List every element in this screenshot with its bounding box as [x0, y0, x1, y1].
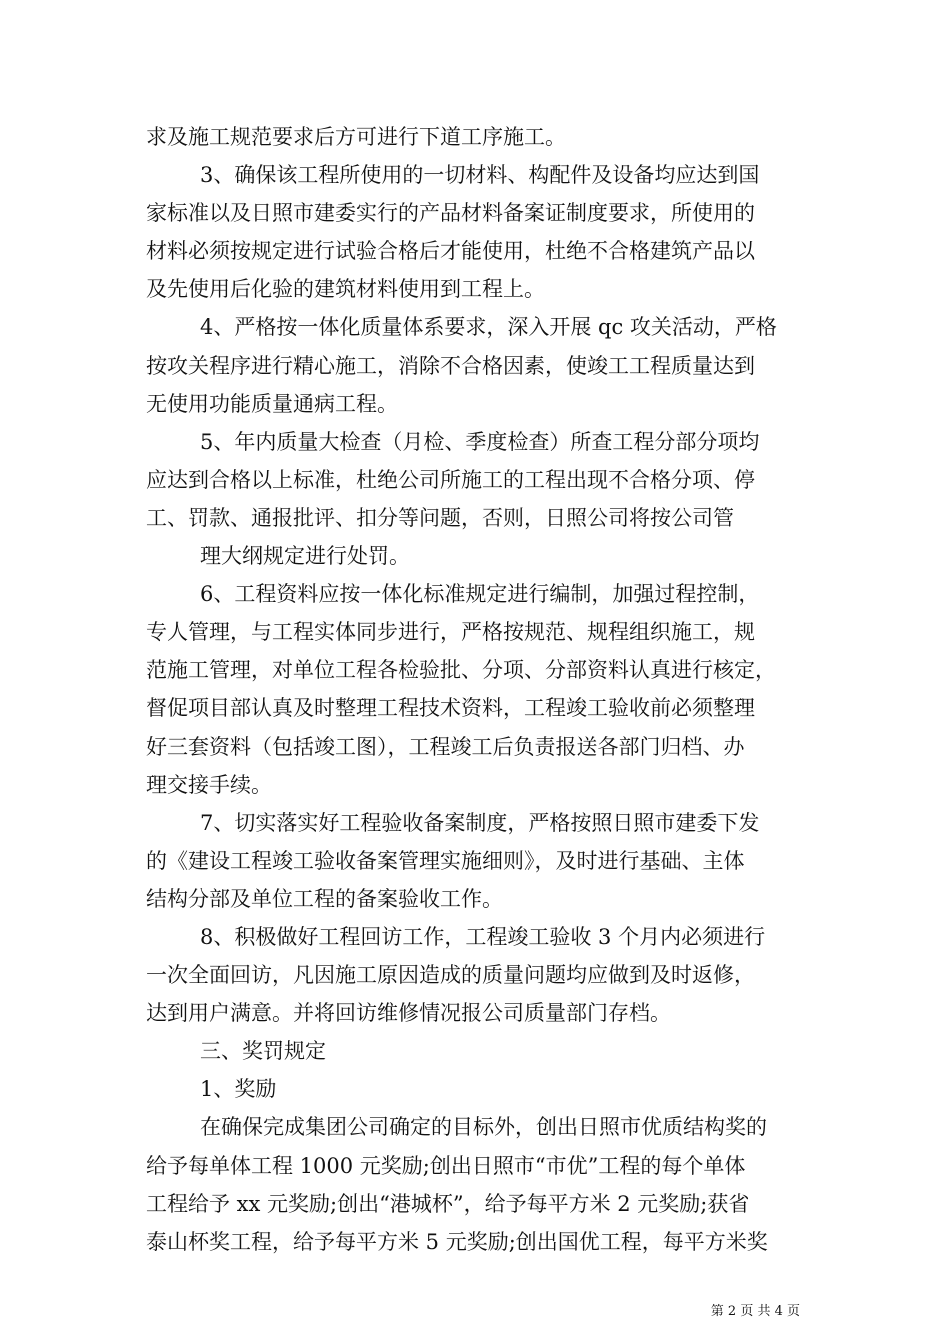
- text-line: 家标准以及日照市建委实行的产品材料备案证制度要求，所使用的: [146, 201, 755, 226]
- text-line: 求及施工规范要求后方可进行下道工序施工。: [146, 125, 566, 149]
- text-line: 一次全面回访，凡因施工原因造成的质量问题均应做到及时返修，: [146, 963, 755, 988]
- text-line: 按攻关程序进行精心施工，消除不合格因素，使竣工工程质量达到: [146, 353, 755, 378]
- text-line: 达到用户满意。并将回访维修情况报公司质量部门存档。: [146, 1001, 671, 1026]
- text-line: 7、切实落实好工程验收备案制度，严格按照日照市建委下发: [200, 810, 760, 835]
- text-line: 好三套资料（包括竣工图），工程竣工后负责报送各部门归档、办: [146, 734, 745, 759]
- text-line: 8、积极做好工程回访工作，工程竣工验收 3 个月内必须进行: [200, 924, 766, 949]
- section-heading: 三、奖罚规定: [200, 1039, 326, 1064]
- text-line: 及先使用后化验的建筑材料使用到工程上。: [146, 277, 545, 302]
- text-line: 结构分部及单位工程的备案验收工作。: [146, 886, 503, 911]
- text-line: 4、严格按一体化质量体系要求，深入开展 qc 攻关活动，严格: [200, 315, 777, 340]
- text-line: 6、工程资料应按一体化标准规定进行编制，加强过程控制，: [200, 582, 760, 607]
- text-line: 专人管理，与工程实体同步进行，严格按规范、规程组织施工，规: [146, 620, 755, 645]
- text-line: 工程给予 xx 元奖励;创出“港城杯”，给予每平方米 2 元奖励;获省: [146, 1191, 750, 1216]
- text-line: 3、确保该工程所使用的一切材料、构配件及设备均应达到国: [200, 163, 760, 188]
- text-line: 给予每单体工程 1000 元奖励;创出日照市“市优”工程的每个单体: [146, 1153, 746, 1178]
- text-line: 理交接手续。: [146, 772, 272, 797]
- text-line: 工、罚款、通报批评、扣分等问题，否则，日照公司将按公司管: [146, 505, 734, 530]
- text-line: 应达到合格以上标准，杜绝公司所施工的工程出现不合格分项、停: [146, 467, 755, 492]
- text-line: 督促项目部认真及时整理工程技术资料，工程竣工验收前必须整理: [146, 696, 755, 721]
- text-line: 在确保完成集团公司确定的目标外，创出日照市优质结构奖的: [200, 1115, 767, 1140]
- text-line: 5、年内质量大检查（月检、季度检查）所查工程分部分项均: [200, 429, 760, 454]
- text-line: 理大纲规定进行处罚。: [200, 544, 410, 569]
- text-line: 的《建设工程竣工验收备案管理实施细则》，及时进行基础、主体: [146, 848, 745, 873]
- text-line: 材料必须按规定进行试验合格后才能使用，杜绝不合格建筑产品以: [146, 239, 755, 264]
- subsection-heading: 1、奖励: [200, 1077, 277, 1102]
- document-body: [146, 118, 826, 1261]
- text-line: 无使用功能质量通病工程。: [146, 391, 398, 416]
- text-line: 泰山杯奖工程，给予每平方米 5 元奖励;创出国优工程，每平方米奖: [146, 1229, 768, 1254]
- page-number: 第 2 页 共 4 页: [710, 1304, 800, 1319]
- text-line: 范施工管理，对单位工程各检验批、分项、分部资料认真进行核定，: [146, 658, 776, 683]
